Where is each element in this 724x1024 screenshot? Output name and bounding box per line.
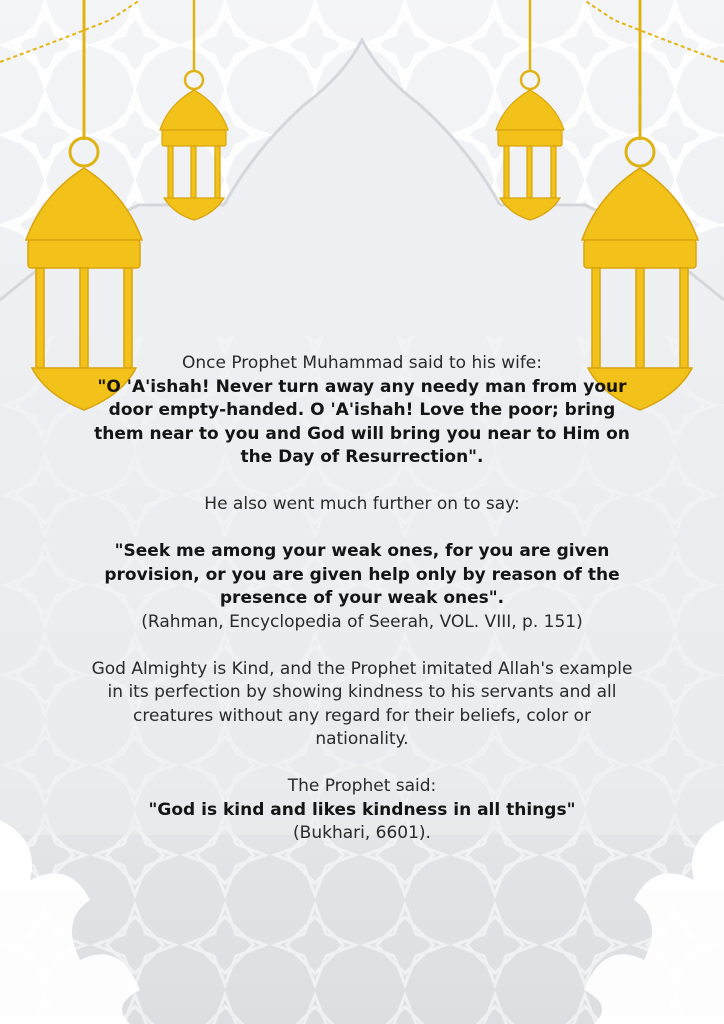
prophet-said-line: The Prophet said: [287,776,437,796]
message-text [90,352,634,846]
lantern-icon [158,0,230,222]
citation-rahman: (Rahman, Encyclopedia of Seerah, VOL. VIII, p. 151) [141,611,583,632]
intro-line: Once Prophet Muhammad said to his wife: [181,353,542,373]
body-paragraph: God Almighty is Kind, and the Prophet imitated Allah's example in its perfection by showing kindness to his servants and all creatures without any regard for their beliefs, color or nationality. [91,658,633,749]
quote-weak-ones: "Seek me among your weak ones, for you are given provision, or you are given help only by reason of the presence of your weak ones". [104,541,620,608]
quote-kindness: "God is kind and likes kindness in all things" [148,799,576,820]
lantern-icon [578,0,702,412]
lantern-icon [494,0,566,222]
quote-aishah: "O 'A'ishah! Never turn away any needy man from your door empty-handed. O 'A'ishah! Love the poor; bring them near to you and God will bring you near to Him on the Day of Resurrection". [94,376,630,467]
lantern-icon [22,0,146,412]
citation-bukhari: (Bukhari, 6601). [293,823,431,843]
further-line: He also went much further on to say: [204,494,520,514]
